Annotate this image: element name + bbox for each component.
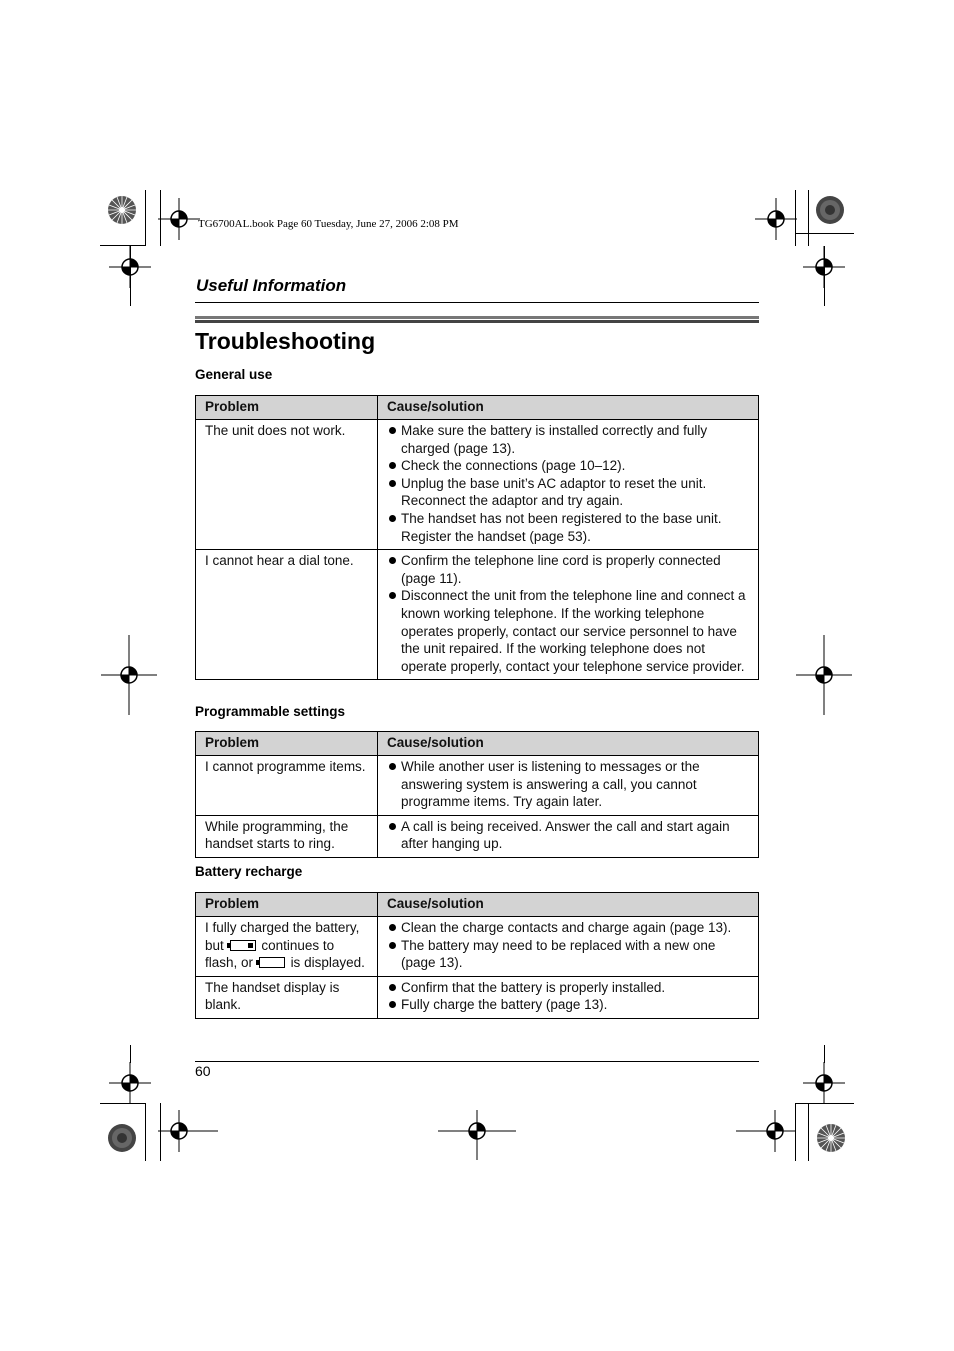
problem-cell: The unit does not work. xyxy=(196,420,378,550)
solution-item: Make sure the battery is installed correctly and fully charged (page 13). xyxy=(387,422,749,457)
crop-mark xyxy=(808,190,809,246)
table-row xyxy=(196,756,759,816)
crop-mark xyxy=(796,233,854,234)
column-header-problem: Problem xyxy=(196,732,378,756)
section-header: Useful Information xyxy=(196,276,347,295)
problem-text: is displayed. xyxy=(290,955,365,971)
footer-rule xyxy=(195,1061,759,1062)
crosshair-target-icon xyxy=(803,1062,845,1104)
registration-mark-icon xyxy=(812,192,848,228)
crop-mark xyxy=(796,1103,854,1104)
solution-cell xyxy=(378,420,759,550)
problem-cell xyxy=(196,917,378,977)
crop-mark xyxy=(808,1103,809,1161)
crop-mark xyxy=(100,1103,146,1104)
crosshair-target-icon xyxy=(438,1110,516,1160)
battery-low-icon xyxy=(230,940,256,951)
title-bar xyxy=(195,316,759,323)
solution-item: Unplug the base unit’s AC adaptor to reset the unit. Reconnect the adaptor and try again. xyxy=(387,475,749,510)
battery-recharge-table xyxy=(195,892,759,1019)
solution-cell xyxy=(378,976,759,1018)
crop-mark xyxy=(145,1103,146,1161)
solution-item: Clean the charge contacts and charge again (page 13). xyxy=(387,919,749,937)
subheading-battery-recharge: Battery recharge xyxy=(195,864,303,879)
solution-item: Check the connections (page 10–12). xyxy=(387,457,749,475)
solution-item: Fully charge the battery (page 13). xyxy=(387,996,749,1014)
crosshair-target-icon xyxy=(158,1110,218,1152)
column-header-problem: Problem xyxy=(196,893,378,917)
solution-item: While another user is listening to messages or the answering system is answering a call, you cannot programme items. Try again later. xyxy=(387,758,749,811)
column-header-solution: Cause/solution xyxy=(378,893,759,917)
solution-item: Confirm the telephone line cord is properly connected (page 11). xyxy=(387,552,749,587)
registration-mark-icon xyxy=(104,1120,140,1156)
table-row xyxy=(196,917,759,977)
table-row xyxy=(196,815,759,857)
header-rule xyxy=(195,302,759,303)
solution-item: A call is being received. Answer the call and start again after hanging up. xyxy=(387,818,749,853)
solution-item: The handset has not been registered to the base unit. Register the handset (page 53). xyxy=(387,510,749,545)
problem-cell: While programming, the handset starts to ring. xyxy=(196,815,378,857)
table-row xyxy=(196,976,759,1018)
solution-cell xyxy=(378,550,759,680)
book-info: TG6700AL.book Page 60 Tuesday, June 27, 2006 2:08 PM xyxy=(198,218,459,230)
crosshair-target-icon xyxy=(736,1110,796,1152)
table-header-row xyxy=(196,396,759,420)
registration-mark-icon xyxy=(813,1120,849,1156)
column-header-problem: Problem xyxy=(196,396,378,420)
solution-cell xyxy=(378,756,759,816)
crop-mark xyxy=(145,190,146,246)
table-row xyxy=(196,550,759,680)
crosshair-target-icon xyxy=(755,198,797,240)
solution-cell xyxy=(378,917,759,977)
programmable-settings-table xyxy=(195,731,759,858)
problem-cell: I cannot hear a dial tone. xyxy=(196,550,378,680)
table-row xyxy=(196,420,759,550)
solution-item: The battery may need to be replaced with a new one (page 13). xyxy=(387,937,749,972)
crosshair-target-icon xyxy=(101,635,157,715)
column-header-solution: Cause/solution xyxy=(378,732,759,756)
general-use-table xyxy=(195,395,759,680)
problem-cell: I cannot programme items. xyxy=(196,756,378,816)
table-header-row xyxy=(196,732,759,756)
crop-mark xyxy=(824,1045,825,1063)
subheading-general-use: General use xyxy=(195,367,273,382)
crop-mark xyxy=(130,1045,131,1063)
crosshair-target-icon xyxy=(158,198,200,240)
crosshair-target-icon xyxy=(109,1062,151,1104)
crop-mark xyxy=(824,246,825,306)
page-title: Troubleshooting xyxy=(195,328,376,354)
registration-mark-icon xyxy=(104,192,140,228)
subheading-programmable-settings: Programmable settings xyxy=(195,704,346,719)
table-header-row xyxy=(196,893,759,917)
problem-text: continues to flash, or xyxy=(205,937,335,971)
battery-empty-icon xyxy=(259,957,285,968)
column-header-solution: Cause/solution xyxy=(378,396,759,420)
solution-item: Disconnect the unit from the telephone line and connect a known working telephone. If the working telephone operates properly, contact our service personnel to have the unit repaired. If the working telephone does not operate properly, contact your telephone service provider. xyxy=(387,587,749,675)
problem-cell: The handset display is blank. xyxy=(196,976,378,1018)
solution-item: Confirm that the battery is properly installed. xyxy=(387,979,749,997)
crosshair-target-icon xyxy=(796,635,852,715)
solution-cell xyxy=(378,815,759,857)
crop-mark xyxy=(130,246,131,306)
problem-text: I fully charged the battery, but xyxy=(205,920,360,953)
page-number: 60 xyxy=(195,1063,211,1079)
